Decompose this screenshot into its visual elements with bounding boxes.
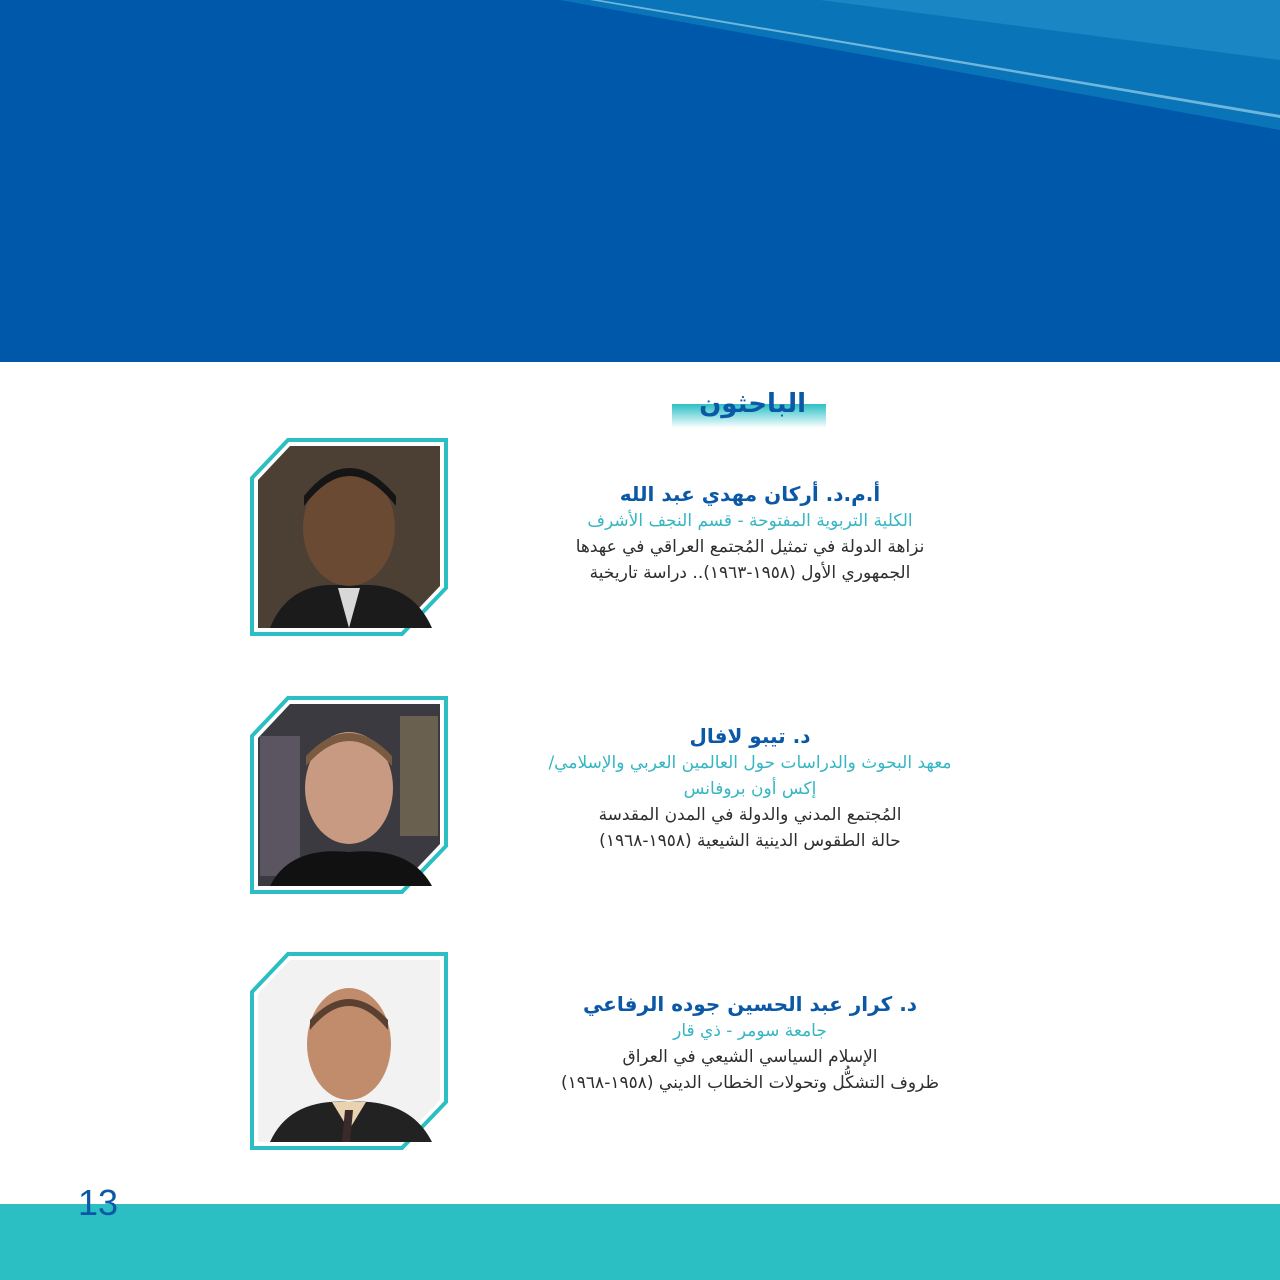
banner-wave-decoration xyxy=(0,0,1280,362)
footer-bar xyxy=(0,1204,1280,1280)
researcher-affiliation: جامعة سومر - ذي قار xyxy=(673,1021,827,1041)
researcher-info xyxy=(470,990,1030,1096)
page-number: 13 xyxy=(78,1182,119,1223)
header-banner xyxy=(0,0,1280,362)
researcher-card xyxy=(0,696,1280,896)
researcher-name: أ.م.د. أركان مهدي عبد الله xyxy=(619,482,881,506)
research-topic-line: حالة الطقوس الدينية الشيعية (١٩٥٨-١٩٦٨) xyxy=(599,831,901,851)
researcher-photo xyxy=(250,696,448,894)
researcher-affiliation: معهد البحوث والدراسات حول العالمين العربي والإسلامي/ xyxy=(548,753,952,773)
research-topic-line: ظروف التشكُّل وتحولات الخطاب الديني (١٩٥٨-١٩٦٨) xyxy=(561,1073,939,1093)
researcher-affiliation: الكلية التربوية المفتوحة - قسم النجف الأشرف xyxy=(587,511,913,531)
researcher-name: د. كرار عبد الحسين جوده الرفاعي xyxy=(582,992,918,1016)
researcher-info xyxy=(470,722,1030,854)
research-topic-line: المُجتمع المدني والدولة في المدن المقدسة xyxy=(598,805,902,825)
researcher-photo xyxy=(250,438,448,636)
researcher-photo xyxy=(250,952,448,1150)
section-title: الباحثون xyxy=(699,389,806,419)
researcher-card xyxy=(0,438,1280,638)
researcher-name: د. تيبو لافال xyxy=(689,724,811,748)
research-topic-line: نزاهة الدولة في تمثيل المُجتمع العراقي في عهدها xyxy=(575,537,925,557)
researcher-card xyxy=(0,952,1280,1152)
researcher-affiliation: إكس أون بروفانس xyxy=(683,779,817,799)
research-topic-line: الجمهوري الأول (١٩٥٨-١٩٦٣).. دراسة تاريخية xyxy=(589,563,911,583)
researcher-info xyxy=(470,480,1030,586)
section-heading xyxy=(672,382,826,430)
research-topic-line: الإسلام السياسي الشيعي في العراق xyxy=(622,1047,878,1067)
